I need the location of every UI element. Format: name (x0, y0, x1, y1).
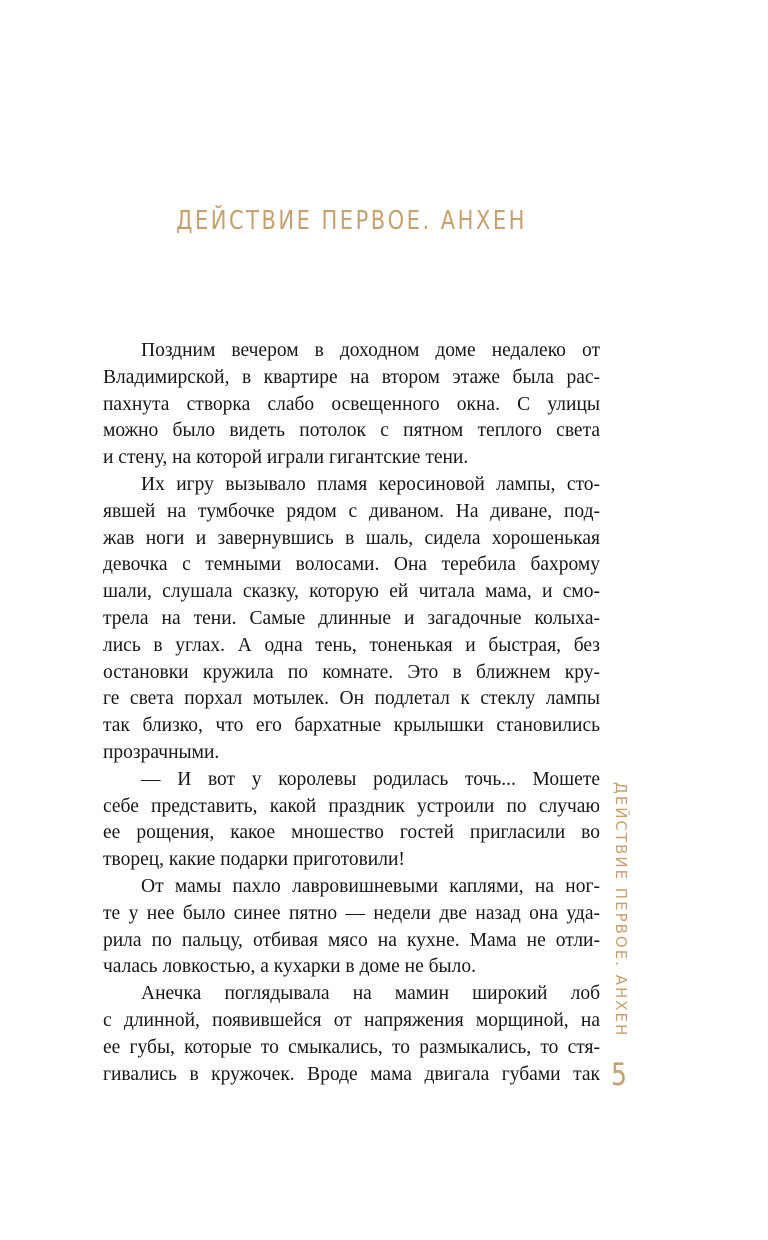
paragraph (103, 472, 600, 767)
text-line: рила по пальцу, отбивая мясо на кухне. Мама не отли- (103, 929, 600, 951)
text-line: гивались в кружочек. Вроде мама двигала губами так (103, 1063, 600, 1085)
text-line: Их игру вызывало пламя керосиновой лампы, сто- (141, 473, 600, 495)
paragraph (103, 767, 600, 874)
text-line: остановки кружила по комнате. Это в ближнем кру- (103, 661, 600, 683)
text-line: лись в углах. А одна тень, тоненькая и быстрая, без (103, 634, 600, 656)
paragraph (103, 874, 600, 981)
text-line: явшей на тумбочке рядом с диваном. На диване, под- (103, 500, 600, 522)
text-line: ее рощения, какое мношество гостей пригласили во (103, 822, 600, 844)
text-line: и стену, на которой играли гигантские тени. (103, 447, 469, 469)
chapter-heading: ДЕЙСТВИЕ ПЕРВОЕ. АНХЕН (176, 206, 527, 236)
running-head-vertical: ДЕЙСТВИЕ ПЕРВОЕ. АНХЕН (612, 782, 630, 1038)
body-text (103, 338, 600, 1088)
text-line: так близко, что его бархатные крылышки становились (103, 715, 600, 737)
text-line: шали, слушала сказку, которую ей читала мама, и смо- (103, 581, 600, 603)
text-line: Владимирской, в квартире на втором этаже была рас- (103, 366, 600, 388)
text-line: ее губы, которые то смыкались, то размыкались, то стя- (103, 1036, 600, 1058)
text-line: — И вот у королевы родилась точь... Мошете (141, 768, 600, 790)
text-line: с длинной, появившейся от напряжения морщиной, на (103, 1009, 600, 1031)
paragraph (103, 338, 600, 472)
text-line: чалась ловкостью, а кухарки в доме не было. (103, 956, 476, 978)
text-line: ге света порхал мотылек. Он подлетал к стеклу лампы (103, 688, 600, 710)
text-line: можно было видеть потолок с пятном теплого света (103, 420, 600, 442)
text-line: пахнута створка слабо освещенного окна. С улицы (103, 393, 600, 415)
text-line: Поздним вечером в доходном доме недалеко от (141, 340, 600, 361)
text-line: себе представить, какой праздник устроили по случаю (103, 795, 600, 817)
text-line: прозрачными. (103, 741, 220, 763)
text-line: От мамы пахло лавровишневыми каплями, на ног- (141, 875, 600, 897)
paragraph (103, 981, 600, 1088)
page-number: 5 (611, 1056, 627, 1093)
text-line: творец, какие подарки приготовили! (103, 849, 405, 871)
text-line: трела на тени. Самые длинные и загадочные колыха- (103, 607, 600, 629)
text-line: жав ноги и завернувшись в шаль, сидела хорошенькая (103, 527, 600, 549)
text-line: те у нее было синее пятно — недели две назад она уда- (103, 902, 600, 924)
text-line: девочка с темными волосами. Она теребила бахрому (103, 554, 600, 576)
text-line: Анечка поглядывала на мамин широкий лоб (141, 983, 600, 1005)
